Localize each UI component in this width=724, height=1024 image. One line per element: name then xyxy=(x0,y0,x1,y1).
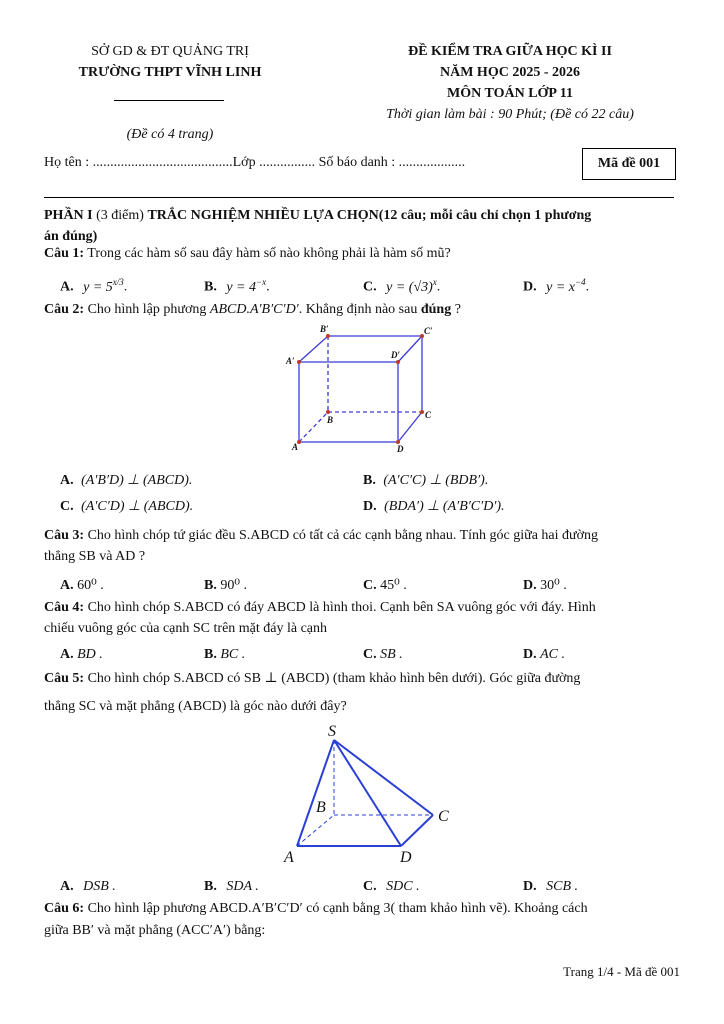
edge-SD xyxy=(334,740,401,846)
q5-option-c[interactable]: C. SDC . xyxy=(363,879,420,894)
option-exponent: x xyxy=(432,277,437,287)
label-D: D xyxy=(400,849,412,866)
option-exponent: −x xyxy=(256,277,267,287)
q1-option-d[interactable]: D. $y = x^{-4}$. xyxy=(523,277,590,295)
edge-AB-hidden xyxy=(299,412,328,442)
page-count-note: (Đề có 4 trang) xyxy=(126,127,214,142)
q4-option-b[interactable]: B. BC . xyxy=(204,647,246,662)
q2-option-a[interactable]: A. (A′B′D) ⊥ (ABCD). xyxy=(60,473,193,488)
page-footer: Trang 1/4 - Mã đề 001 xyxy=(563,964,680,979)
cube-figure xyxy=(280,320,440,460)
question-label: Câu 2: xyxy=(44,302,85,317)
question-3: Câu 3: Cho hình chóp tứ giác đều S.ABCD có tất cả các cạnh bằng nhau. Tính góc giữa hai đường thẳng SB và AD ? xyxy=(44,528,599,564)
section-heading: TRẮC NGHIỆM NHIỀU LỰA CHỌN(12 câu; mỗi câu chỉ chọn 1 phương xyxy=(147,208,592,223)
label-A1: A′ xyxy=(286,356,295,366)
option-label: A. xyxy=(60,279,74,295)
edge-DC xyxy=(401,815,433,846)
q3-option-a[interactable]: A. 60⁰ . xyxy=(60,578,104,593)
subject: MÔN TOÁN LỚP 11 xyxy=(447,86,573,101)
exam-title: ĐỀ KIỂM TRA GIỮA HỌC KÌ II xyxy=(408,44,612,59)
label-C1: C′ xyxy=(424,326,433,336)
q2-option-d[interactable]: D. (BDA′) ⊥ (A′B′C′D′). xyxy=(363,499,505,514)
department-name: SỞ GD & ĐT QUẢNG TRỊ xyxy=(91,44,249,59)
option-label: B. xyxy=(204,279,217,295)
q1-option-a[interactable]: A. $y = 5^{x/3}$. xyxy=(60,277,128,295)
question-label: Câu 5: xyxy=(44,671,85,686)
section-points: (3 điểm) xyxy=(92,208,148,223)
q2-option-c[interactable]: C. (A′C′D) ⊥ (ABCD). xyxy=(60,499,194,514)
question-text: Trong các hàm số sau đây hàm số nào không phải là hàm số mũ? xyxy=(84,246,451,261)
q4-option-d[interactable]: D. AC . xyxy=(523,647,566,662)
label-S: S xyxy=(328,723,336,740)
edge-DC xyxy=(398,412,422,442)
question-label: Câu 3: xyxy=(44,528,85,543)
q5-option-d[interactable]: D. SCB . xyxy=(523,879,579,894)
q5-option-b[interactable]: B. SDA . xyxy=(204,879,259,894)
edge-D1C1 xyxy=(398,336,422,362)
question-5: Câu 5: Cho hình chóp S.ABCD có SB ⊥ (ABCD) (tham khảo hình bên dưới). Góc giữa đường thẳng SC và mặt phẳng (ABCD) là góc nào dưới đây? xyxy=(44,671,581,714)
question-4: Câu 4: Cho hình chóp S.ABCD có đáy ABCD là hình thoi. Cạnh bên SA vuông góc với đáy. Hình chiếu vuông góc của cạnh SC trên mặt đáy là cạnh xyxy=(44,600,596,636)
question-1 xyxy=(44,246,451,262)
question-label: Câu 6: xyxy=(44,901,85,916)
label-B1: B′ xyxy=(320,324,329,334)
edge-A1B1 xyxy=(299,336,328,362)
label-B: B xyxy=(316,799,326,816)
class-field-label: Lớp ................ xyxy=(232,155,316,170)
student-id-label: Số báo danh : ................... xyxy=(318,155,466,170)
section-title xyxy=(44,205,684,247)
label-C: C xyxy=(425,410,432,420)
pyramid-figure xyxy=(280,722,460,868)
option-exponent: x/3 xyxy=(112,277,124,287)
label-A: A xyxy=(284,849,294,866)
school-year: NĂM HỌC 2025 - 2026 xyxy=(440,65,580,80)
q2-option-b[interactable]: B. (A′C′C) ⊥ (BDB′). xyxy=(363,473,489,488)
option-expr: y = 5 xyxy=(83,279,113,295)
section-divider xyxy=(44,197,674,198)
label-C: C xyxy=(438,808,449,825)
option-exponent: −4 xyxy=(575,277,586,287)
option-label: C. xyxy=(363,279,377,295)
q4-option-a[interactable]: A. BD . xyxy=(60,647,103,662)
header-divider xyxy=(114,100,224,101)
school-name: TRƯỜNG THPT VĨNH LINH xyxy=(78,65,262,80)
q3-option-b[interactable]: B. 90⁰ . xyxy=(204,578,247,593)
student-info-line xyxy=(44,155,465,171)
question-6: Câu 6: Cho hình lập phương ABCD.A′B′C′D′ có cạnh bằng 3( tham khảo hình vẽ). Khoảng cách giữa BB′ và mặt phẳng (ACC′A′) bằng: xyxy=(44,901,588,938)
q4-option-c[interactable]: C. SB . xyxy=(363,647,403,662)
section-heading-cont: án đúng) xyxy=(44,229,98,244)
question-label: Câu 1: xyxy=(44,246,85,261)
option-expr: y = (√3) xyxy=(386,279,433,295)
option-expr: y = 4 xyxy=(226,279,257,295)
section-number: PHẦN I xyxy=(44,208,93,223)
exam-duration: Thời gian làm bài : 90 Phút; (Đề có 22 câu) xyxy=(386,107,634,122)
name-field-label: Họ tên : ........................................ xyxy=(44,155,233,170)
q3-option-d[interactable]: D. 30⁰ . xyxy=(523,578,567,593)
option-label: D. xyxy=(523,279,537,295)
label-B: B xyxy=(327,415,334,425)
q1-option-b[interactable]: B. $y = 4^{-x}$. xyxy=(204,277,270,295)
edge-SC xyxy=(334,740,433,815)
option-expr: y = x xyxy=(546,279,575,295)
q3-option-c[interactable]: C. 45⁰ . xyxy=(363,578,407,593)
exam-code: Mã đề 001 xyxy=(597,156,661,171)
q1-option-c[interactable]: C. $y = (√3)^x$. xyxy=(363,277,441,295)
label-D1: D′ xyxy=(391,350,401,360)
exam-code-box xyxy=(582,148,676,180)
question-2: Câu 2: Cho hình lập phương ABCD.A′B′C′D′. Khẳng định nào sau đúng ? xyxy=(44,302,461,317)
label-A: A xyxy=(292,442,299,452)
question-label: Câu 4: xyxy=(44,600,85,615)
q5-option-a[interactable]: A. DSB . xyxy=(60,879,116,894)
label-D: D xyxy=(397,444,404,454)
